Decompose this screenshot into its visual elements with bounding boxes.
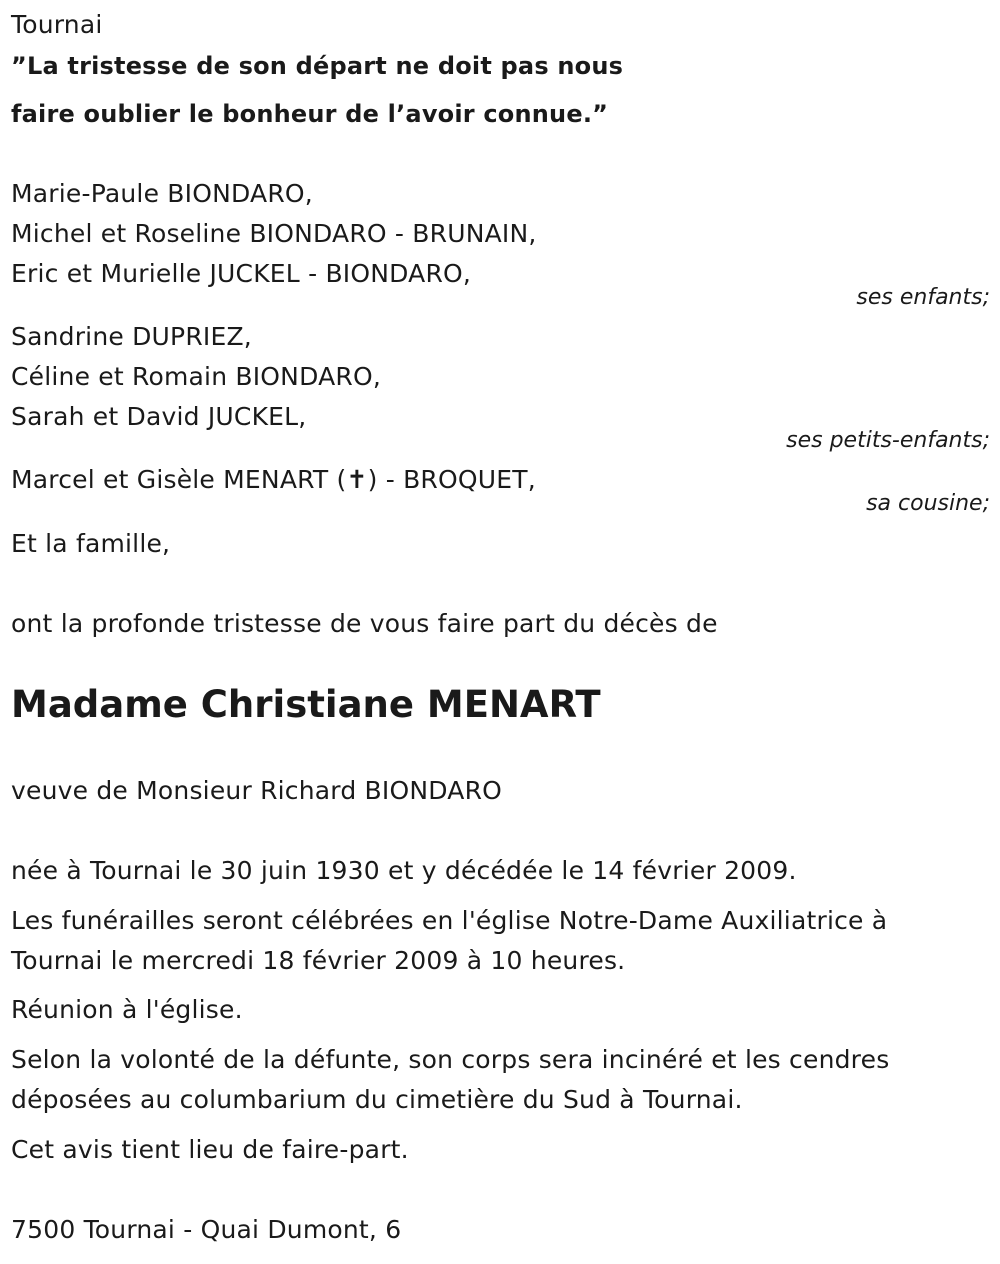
children-role: ses enfants;	[856, 285, 990, 310]
location-header: Tournai	[11, 10, 103, 39]
grandchild-name: Sandrine DUPRIEZ,	[11, 322, 252, 351]
meeting: Réunion à l'église.	[11, 995, 243, 1024]
cousin-role: sa cousine;	[866, 491, 990, 516]
grandchild-name: Céline et Romain BIONDARO,	[11, 362, 381, 391]
cremation-line-1: Selon la volonté de la défunte, son corps sera incinéré et les cendres	[11, 1045, 890, 1074]
grandchild-name: Sarah et David JUCKEL,	[11, 402, 307, 431]
address: 7500 Tournai - Quai Dumont, 6	[11, 1215, 402, 1244]
cousin-name: Marcel et Gisèle MENART (✝) - BROQUET,	[11, 465, 536, 494]
child-name: Michel et Roseline BIONDARO - BRUNAIN,	[11, 219, 537, 248]
notice: Cet avis tient lieu de faire-part.	[11, 1135, 409, 1164]
child-name: Eric et Murielle JUCKEL - BIONDARO,	[11, 259, 472, 288]
quote-line-2: faire oublier le bonheur de l’avoir connue.”	[11, 100, 609, 128]
widow-of: veuve de Monsieur Richard BIONDARO	[11, 776, 503, 805]
family-line: Et la famille,	[11, 529, 171, 558]
grandchildren-role: ses petits-enfants;	[786, 428, 990, 453]
deceased-name: Madame Christiane MENART	[11, 683, 601, 726]
funeral-line-1: Les funérailles seront célébrées en l'église Notre-Dame Auxiliatrice à	[11, 906, 888, 935]
quote-line-1: ”La tristesse de son départ ne doit pas nous	[11, 52, 624, 80]
announcement: ont la profonde tristesse de vous faire part du décès de	[11, 609, 718, 638]
funeral-line-2: Tournai le mercredi 18 février 2009 à 10 heures.	[11, 946, 626, 975]
child-name: Marie-Paule BIONDARO,	[11, 179, 313, 208]
cremation-line-2: déposées au columbarium du cimetière du Sud à Tournai.	[11, 1085, 743, 1114]
birth-death: née à Tournai le 30 juin 1930 et y décédée le 14 février 2009.	[11, 856, 797, 885]
